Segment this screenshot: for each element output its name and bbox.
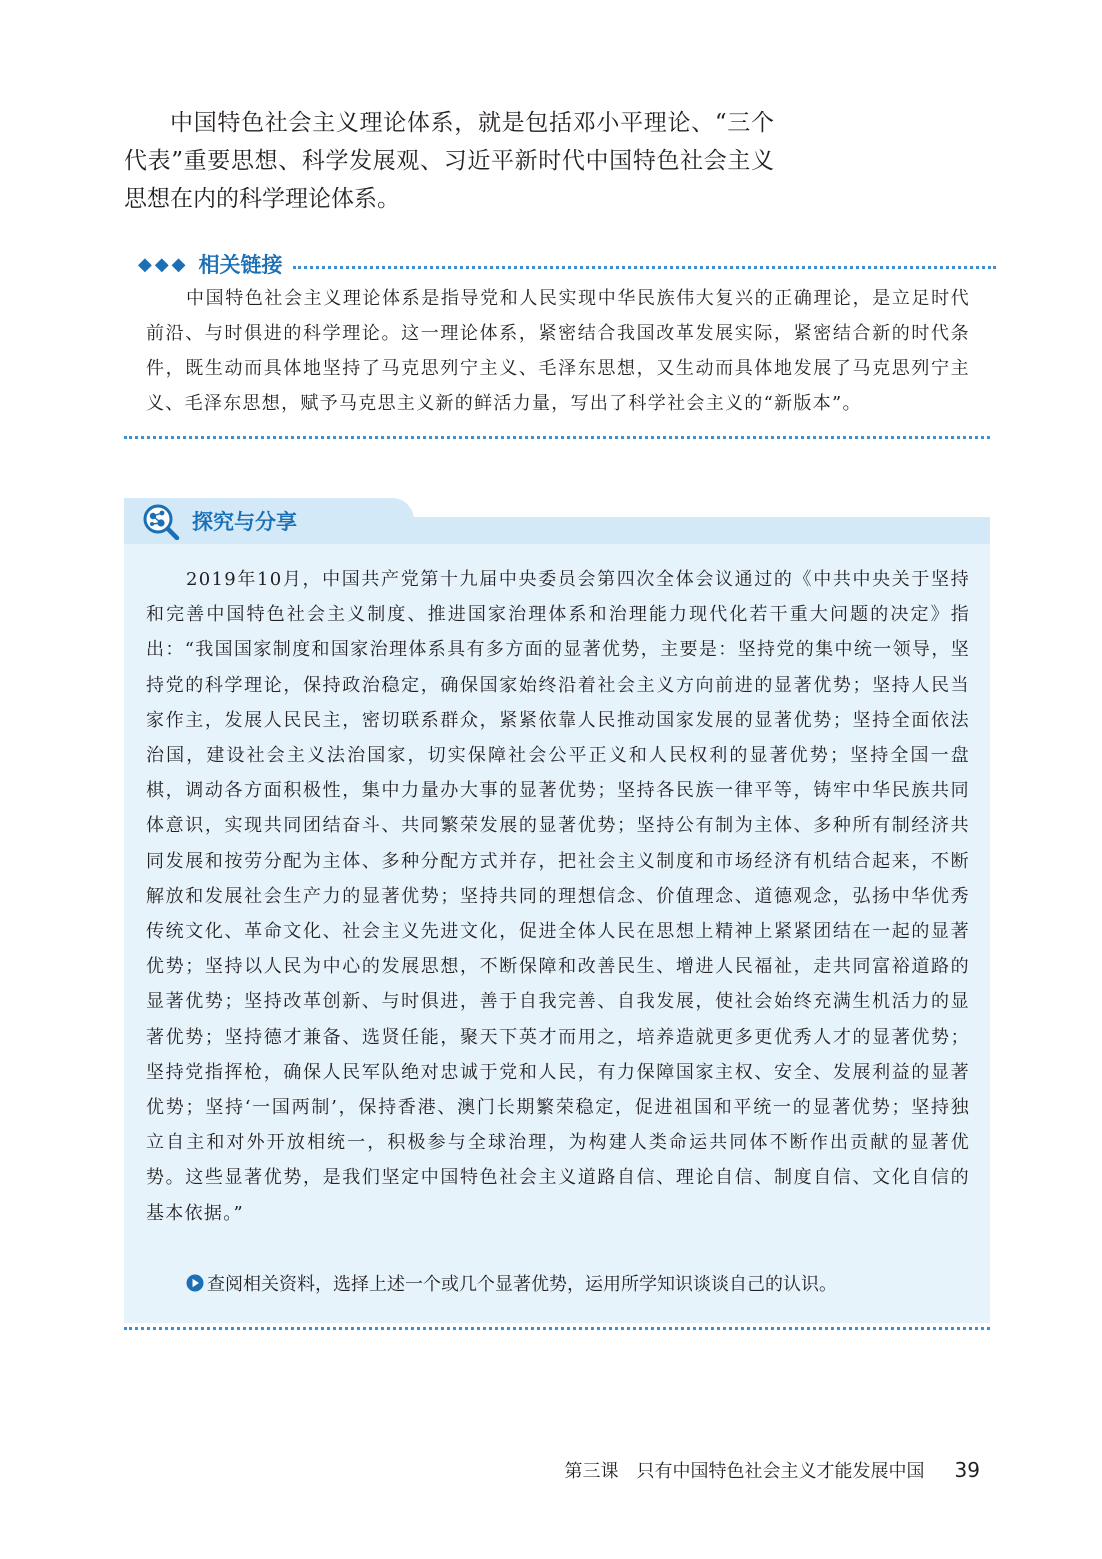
section-divider	[124, 436, 990, 439]
explore-prompt-text: 查阅相关资料，选择上述一个或几个显著优势，运用所学知识谈谈自己的认识。	[207, 1274, 837, 1295]
section-divider-bottom	[124, 1327, 990, 1330]
explore-prompt	[186, 1270, 837, 1296]
diamond-markers-icon: ◆◆◆	[138, 253, 189, 275]
explore-header-tab	[124, 498, 414, 544]
related-link-title: 相关链接	[198, 253, 283, 277]
page-number: 39	[954, 1458, 980, 1482]
explore-header-strip	[412, 517, 990, 544]
play-arrow-icon	[186, 1274, 204, 1292]
intro-paragraph: 中国特色社会主义理论体系，就是包括邓小平理论、“三个代表”重要思想、科学发展观、习近平新时代中国特色社会主义思想在内的科学理论体系。	[124, 110, 774, 212]
explore-text: 2019年10月，中国共产党第十九届中央委员会第四次全体会议通过的《中共中央关于坚持和完善中国特色社会主义制度、推进国家治理体系和治理能力现代化若干重大问题的决定》指出：“我国国家制度和国家治理体系具有多方面的显著优势，主要是：坚持党的集中统一领导，坚持党的科学理论，保持政治稳定，确保国家始终沿着社会主义方向前进的显著优势；坚持人民当家作主，发展人民民主，密切联系群众，紧紧依靠人民推动国家发展的显著优势；坚持全面依法治国，建设社会主义法治国家，切实保障社会公平正义和人民权利的显著优势；坚持全国一盘棋，调动各方面积极性，集中力量办大事的显著优势；坚持各民族一律平等，铸牢中华民族共同体意识，实现共同团结奋斗、共同繁荣发展的显著优势；坚持公有制为主体、多种所有制经济共同发展和按劳分配为主体、多种分配方式并存，把社会主义制度和市场经济有机结合起来，不断解放和发展社会生产力的显著优势；坚持共同的理想信念、价值理念、道德观念，弘扬中华优秀传统文化、革命文化、社会主义先进文化，促进全体人民在思想上精神上紧紧团结在一起的显著优势；坚持以人民为中心的发展思想，不断保障和改善民生、增进人民福祉，走共同富裕道路的显著优势；坚持改革创新、与时俱进，善于自我完善、自我发展，使社会始终充满生机活力的显著优势；坚持德才兼备、选贤任能，聚天下英才而用之，培养造就更多更优秀人才的显著优势；坚持党指挥枪，确保人民军队绝对忠诚于党和人民，有力保障国家主权、安全、发展利益的显著优势；坚持‘一国两制’，保持香港、澳门长期繁荣稳定，促进祖国和平统一的显著优势；坚持独立自主和对外开放相统一，积极参与全球治理，为构建人类命运共同体不断作出贡献的显著优势。这些显著优势，是我们坚定中国特色社会主义道路自信、理论自信、制度自信、文化自信的基本依据。”	[146, 569, 970, 1224]
explore-title: 探究与分享	[192, 510, 297, 534]
footer-chapter-title: 第三课 只有中国特色社会主义才能发展中国	[564, 1461, 925, 1482]
related-link-text: 中国特色社会主义理论体系是指导党和人民实现中华民族伟大复兴的正确理论，是立足时代前沿、与时俱进的科学理论。这一理论体系，紧密结合我国改革发展实际，紧密结合新的时代条件，既生动而具体地坚持了马克思列宁主义、毛泽东思想，又生动而具体地发展了马克思列宁主义、毛泽东思想，赋予马克思主义新的鲜活力量，写出了科学社会主义的“新版本”。	[146, 288, 970, 414]
related-link-heading	[138, 248, 996, 280]
page-footer	[560, 1455, 980, 1485]
heading-dotted-line	[293, 266, 996, 269]
magnifier-molecule-icon	[142, 502, 180, 540]
